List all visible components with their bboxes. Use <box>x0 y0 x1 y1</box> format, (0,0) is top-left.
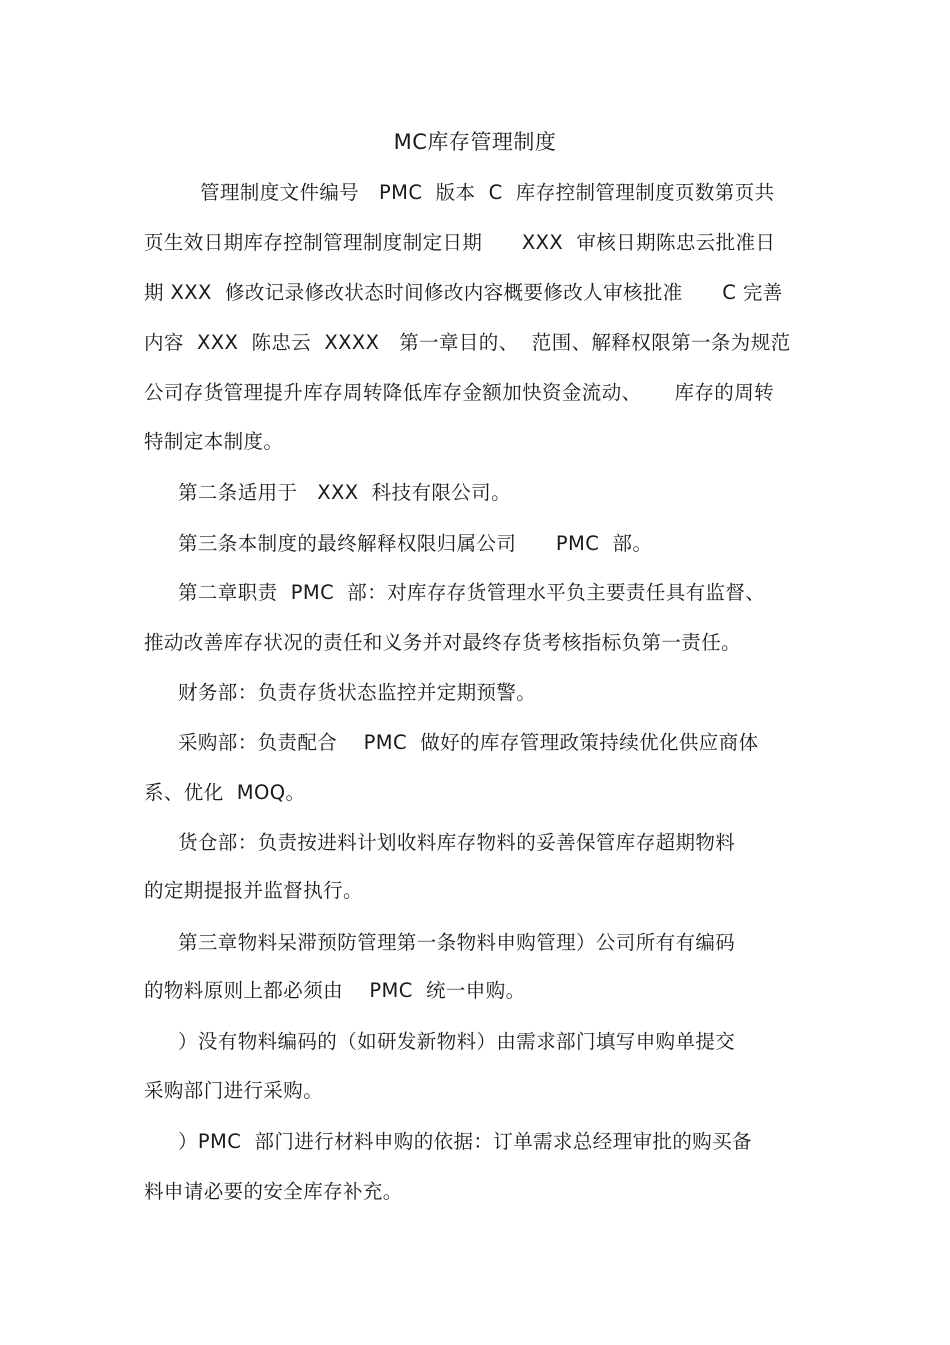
paragraph-line: ）没有物料编码的（如研发新物料）由需求部门填写申购单提交 <box>178 1030 736 1053</box>
paragraph-line: 第三章物料呆滞预防管理第一条物料申购管理）公司所有有编码 <box>178 931 736 954</box>
paragraph-line: 货仓部：负责按进料计划收料库存物料的妥善保管库存超期物料 <box>178 831 736 854</box>
document-title: MC库存管理制度 <box>393 130 557 154</box>
paragraph-line: 的物料原则上都必须由 PMC 统一申购。 <box>144 979 526 1002</box>
paragraph-line: 料申请必要的安全库存补充。 <box>144 1180 403 1203</box>
paragraph-line: 第二章职责 PMC 部：对库存存货管理水平负主要责任具有监督、 <box>178 581 766 604</box>
paragraph-line: 采购部门进行采购。 <box>144 1079 324 1102</box>
paragraph-line: 内容 XXX 陈忠云 XXXX 第一章目的、 范围、解释权限第一条为规范 <box>144 331 791 354</box>
paragraph-line: 推动改善库存状况的责任和义务并对最终存货考核指标负第一责任。 <box>144 631 742 654</box>
paragraph-line: 的定期提报并监督执行。 <box>144 879 363 902</box>
paragraph-line: 第三条本制度的最终解释权限归属公司 PMC 部。 <box>178 532 653 555</box>
paragraph-line: 系、优化 MOQ。 <box>144 781 306 804</box>
paragraph-line: ）PMC 部门进行材料申购的依据：订单需求总经理审批的购买备 <box>178 1130 752 1153</box>
paragraph-line: 期 XXX 修改记录修改状态时间修改内容概要修改人审核批准 C 完善 <box>144 281 783 304</box>
paragraph-line: 特制定本制度。 <box>144 430 284 453</box>
paragraph-line: 公司存货管理提升库存周转降低库存金额加快资金流动、 库存的周转 <box>144 381 774 404</box>
paragraph-line: 页生效日期库存控制管理制度制定日期 XXX 审核日期陈忠云批准日 <box>144 231 776 254</box>
paragraph-line: 采购部：负责配合 PMC 做好的库存管理政策持续优化供应商体 <box>178 731 759 754</box>
paragraph-line: 第二条适用于 XXX 科技有限公司。 <box>178 481 511 504</box>
paragraph-line: 财务部：负责存货状态监控并定期预警。 <box>178 681 537 704</box>
paragraph-line: 管理制度文件编号 PMC 版本 C 库存控制管理制度页数第页共 <box>200 181 775 204</box>
